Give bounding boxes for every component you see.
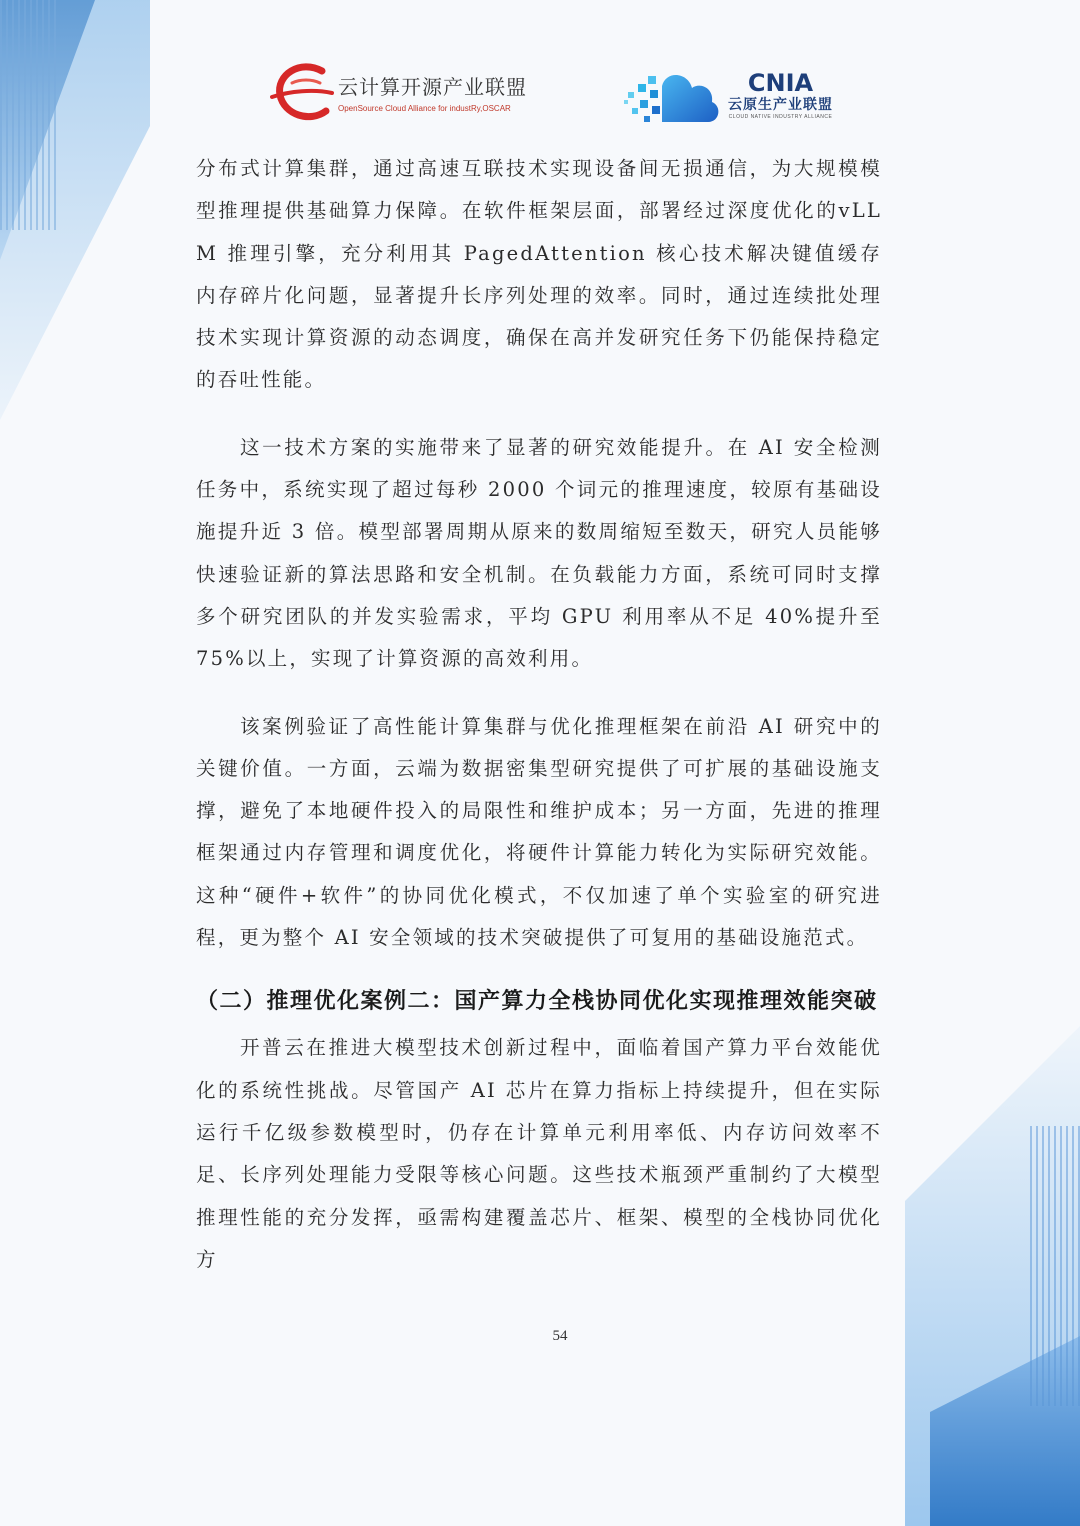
decor-right-gradient <box>905 1026 1080 1526</box>
decor-right-stripes <box>1030 1126 1080 1406</box>
decor-right-triangle <box>930 1336 1080 1526</box>
cnia-logo <box>622 62 833 128</box>
paragraph-4: 开普云在推进大模型技术创新过程中，面临着国产算力平台效能优化的系统性挑战。尽管国产 AI 芯片在算力指标上持续提升，但在实际运行千亿级参数模型时，仍存在计算单元利用率低、内存访问效率不足、长序列处理能力受限等核心问题。这些技术瓶颈严重制约了大模型推理性能的充分发挥，亟需构建覆盖芯片、框架、模型的全栈协同优化方 <box>196 1036 882 1271</box>
paragraph-2: 这一技术方案的实施带来了显著的研究效能提升。在 AI 安全检测任务中，系统实现了超过每秒 2000 个词元的推理速度，较原有基础设施提升近 3 倍。模型部署周期从原来的数周缩短至数天，研究人员能够快速验证新的算法思路和安全机制。在负载能力方面，系统可同时支撑多个研究团队的并发实验需求，平均 GPU 利用率从不足 40%提升至 75%以上，实现了计算资源的高效利用。 <box>196 435 882 671</box>
section-heading: （二）推理优化案例二：国产算力全栈协同优化实现推理效能突破 <box>196 989 878 1015</box>
oscar-logo <box>270 60 527 126</box>
document-body <box>196 148 882 1281</box>
decor-left-triangle <box>0 0 95 260</box>
page-header <box>270 60 850 130</box>
oscar-logo-subtitle: OpenSource Cloud Alliance for industRy,OSCAR <box>338 103 511 113</box>
page-number: 54 <box>552 1328 568 1344</box>
oscar-logo-name: 云计算开源产业联盟 <box>338 74 527 99</box>
decor-left-gradient <box>0 0 150 420</box>
oscar-e-swoosh-icon <box>270 61 334 125</box>
paragraph-1: 分布式计算集群，通过高速互联技术实现设备间无损通信，为大规模模型推理提供基础算力保障。在软件框架层面，部署经过深度优化的vLLM 推理引擎，充分利用其 PagedAttention 核心技术解决键值缓存内存碎片化问题，显著提升长序列处理的效率。同时，通过连续批处理技术实现计算资源的动态调度，确保在高并发研究任务下仍能保持稳定的吞吐性能。 <box>196 157 882 392</box>
cnia-logo-subtitle: CLOUD NATIVE INDUSTRY ALLIANCE <box>728 114 833 120</box>
pixel-cloud-icon <box>622 62 722 128</box>
decor-left-stripes <box>0 0 60 230</box>
paragraph-3: 该案例验证了高性能计算集群与优化推理框架在前沿 AI 研究中的关键价值。一方面，云端为数据密集型研究提供了可扩展的基础设施支撑，避免了本地硬件投入的局限性和维护成本；另一方面，先进的推理框架通过内存管理和调度优化，将硬件计算能力转化为实际研究效能。这种“硬件+软件”的协同优化模式，不仅加速了单个实验室的研究进程，更为整个 AI 安全领域的技术突破提供了可复用的基础设施范式。 <box>196 714 882 950</box>
cnia-logo-abbr: CNIA <box>747 69 814 97</box>
cnia-logo-name: 云原生产业联盟 <box>728 97 833 113</box>
